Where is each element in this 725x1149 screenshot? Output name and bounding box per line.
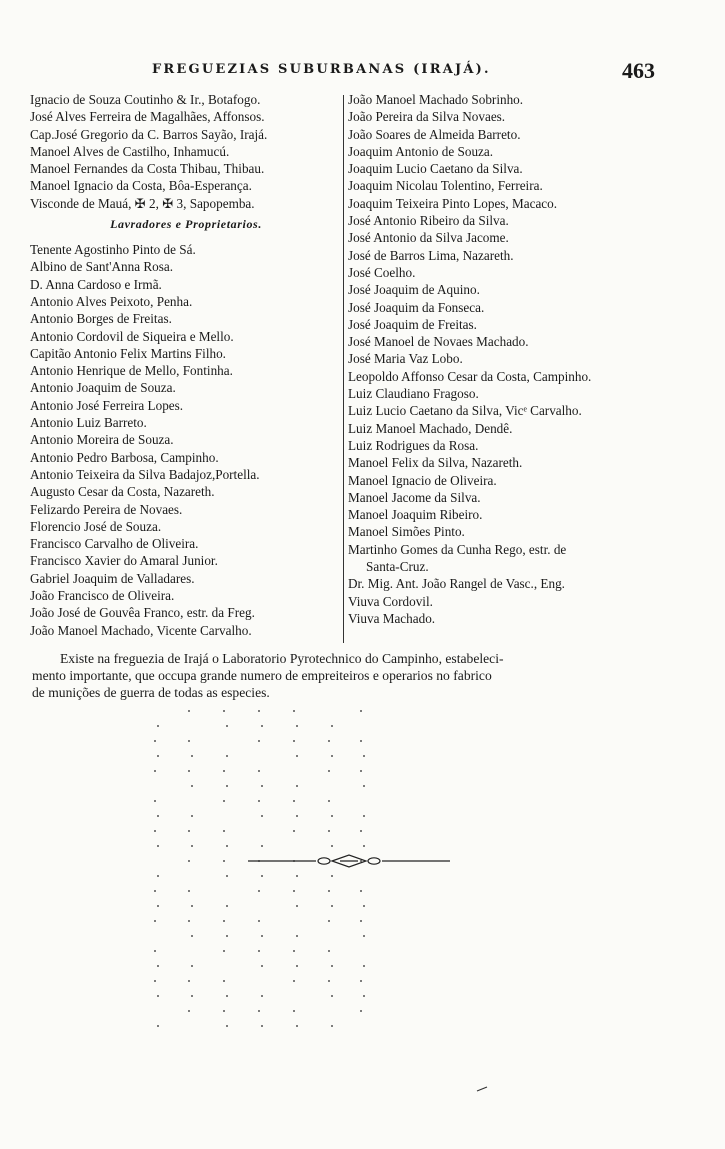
dot	[223, 920, 225, 922]
list-item: Antonio Luiz Barreto.	[30, 415, 147, 431]
list-item: Augusto Cesar da Costa, Nazareth.	[30, 484, 215, 500]
list-item: Antonio Pedro Barbosa, Campinho.	[30, 449, 219, 465]
list-item: Ignacio de Souza Coutinho & Ir., Botafogo.	[30, 92, 261, 107]
dot	[191, 785, 193, 787]
dot	[223, 1010, 225, 1012]
dot	[261, 965, 263, 967]
dot	[157, 845, 159, 847]
dot	[331, 725, 333, 727]
dot	[360, 710, 362, 712]
dot	[293, 890, 295, 892]
dot	[223, 980, 225, 982]
dot	[328, 950, 330, 952]
dot	[261, 725, 263, 727]
dot	[157, 905, 159, 907]
list-item: Manoel Joaquim Ribeiro.	[348, 507, 483, 523]
list-item: Luiz Lucio Caetano da Silva, Vicᵉ Carvalho.	[348, 403, 582, 419]
dot	[363, 935, 365, 937]
dot	[191, 845, 193, 847]
stray-mark	[476, 1086, 488, 1092]
list-item: João José de Gouvêa Franco, estr. da Freg.	[30, 605, 255, 621]
dot	[157, 965, 159, 967]
dot	[261, 815, 263, 817]
dot	[331, 1025, 333, 1027]
dot	[188, 920, 190, 922]
dot	[261, 1025, 263, 1027]
dot	[188, 770, 190, 772]
dot	[296, 755, 298, 757]
list-item: José Maria Vaz Lobo.	[348, 351, 463, 367]
list-item-continuation: Santa-Cruz.	[366, 559, 429, 575]
ornamental-rule	[248, 852, 450, 870]
dot	[360, 1010, 362, 1012]
list-item: Visconde de Mauá, ✠ 2, ✠ 3, Sapopemba.	[30, 195, 255, 211]
column-divider	[343, 95, 344, 643]
dot	[331, 815, 333, 817]
dot	[191, 995, 193, 997]
dot	[226, 875, 228, 877]
dot	[363, 965, 365, 967]
page-header	[0, 58, 725, 82]
list-item: José Joaquim de Freitas.	[348, 316, 477, 332]
list-item: Joaquim Teixeira Pinto Lopes, Macaco.	[348, 195, 558, 211]
dot	[154, 980, 156, 982]
list-item: José Antonio Ribeiro da Silva.	[348, 213, 509, 229]
list-item: Luiz Claudiano Fragoso.	[348, 386, 479, 402]
dot	[293, 800, 295, 802]
dot	[360, 980, 362, 982]
dot	[188, 830, 190, 832]
list-item: José de Barros Lima, Nazareth.	[348, 247, 514, 263]
dot	[157, 755, 159, 757]
dot	[226, 755, 228, 757]
left-column	[30, 91, 342, 639]
dot	[328, 890, 330, 892]
dot	[360, 920, 362, 922]
dot	[191, 935, 193, 937]
list-item: José Alves Ferreira de Magalhães, Affonsos.	[30, 109, 265, 125]
dot	[296, 1025, 298, 1027]
dot	[261, 995, 263, 997]
dot	[363, 995, 365, 997]
right-column	[348, 91, 678, 627]
paragraph-line: Existe na freguezia de Irajá o Laboratorio Pyrotechnico do Campinho, estabeleci-	[60, 651, 504, 666]
list-item: Manoel Simões Pinto.	[348, 524, 465, 540]
dot	[293, 710, 295, 712]
dot	[258, 890, 260, 892]
dot	[188, 1010, 190, 1012]
dot	[157, 995, 159, 997]
dot	[226, 935, 228, 937]
list-item: Manoel Ignacio da Costa, Bôa-Esperança.	[30, 178, 252, 194]
dot	[191, 905, 193, 907]
dot	[157, 725, 159, 727]
list-item: Florencio José de Souza.	[30, 518, 162, 534]
dot	[258, 770, 260, 772]
dot	[154, 770, 156, 772]
dot	[363, 905, 365, 907]
dot	[328, 920, 330, 922]
dot	[296, 725, 298, 727]
dot	[331, 755, 333, 757]
list-item: Luiz Rodrigues da Rosa.	[348, 437, 479, 453]
list-item: João Manoel Machado, Vicente Carvalho.	[30, 622, 252, 638]
dot	[188, 710, 190, 712]
dot	[293, 980, 295, 982]
list-item: Antonio Joaquim de Souza.	[30, 380, 176, 396]
list-item: Gabriel Joaquim de Valladares.	[30, 570, 195, 586]
dot	[223, 860, 225, 862]
dot	[360, 740, 362, 742]
dot	[188, 890, 190, 892]
dot	[226, 845, 228, 847]
dot	[258, 1010, 260, 1012]
dot	[331, 965, 333, 967]
dot	[331, 845, 333, 847]
list-item: José Coelho.	[348, 264, 416, 280]
dot	[363, 755, 365, 757]
paragraph-line: mento importante, que occupa grande numero de empreiteiros e operarios no fabrico	[32, 668, 492, 683]
dot	[360, 890, 362, 892]
list-item: Leopoldo Affonso Cesar da Costa, Campinho.	[348, 368, 592, 384]
dot	[188, 860, 190, 862]
dot	[154, 890, 156, 892]
dot	[328, 770, 330, 772]
dot	[258, 800, 260, 802]
dot	[226, 995, 228, 997]
list-item: Viuva Machado.	[348, 610, 436, 626]
dot	[226, 905, 228, 907]
list-item: Manoel Felix da Silva, Nazareth.	[348, 455, 523, 471]
dot	[226, 725, 228, 727]
list-item: José Joaquim de Aquino.	[348, 282, 480, 298]
list-item: João Pereira da Silva Novaes.	[348, 109, 506, 125]
dot	[296, 815, 298, 817]
dot	[296, 785, 298, 787]
list-item: Antonio Teixeira da Silva Badajoz,Portella.	[30, 466, 260, 482]
dot	[191, 965, 193, 967]
list-item: Manoel Ignacio de Oliveira.	[348, 472, 497, 488]
dot	[154, 740, 156, 742]
dot	[223, 830, 225, 832]
list-item: João Soares de Almeida Barreto.	[348, 126, 521, 142]
list-item: José Joaquim da Fonseca.	[348, 299, 485, 315]
list-item: Martinho Gomes da Cunha Rego, estr. de	[348, 541, 567, 557]
dot	[328, 830, 330, 832]
dot	[223, 770, 225, 772]
dot	[360, 770, 362, 772]
dot	[331, 875, 333, 877]
list-item: Manoel Fernandes da Costa Thibau, Thibau.	[30, 161, 265, 177]
dot	[223, 800, 225, 802]
dot	[331, 995, 333, 997]
dot	[360, 830, 362, 832]
paragraph-line: de munições de guerra de todas as especies.	[32, 685, 270, 700]
closing-paragraph	[32, 650, 677, 701]
rule-right-loop	[368, 858, 380, 864]
list-item: Viuva Cordovil.	[348, 593, 433, 609]
list-item: João Francisco de Oliveira.	[30, 588, 175, 604]
two-column-listing	[30, 91, 670, 646]
dot	[363, 845, 365, 847]
dot	[328, 740, 330, 742]
list-item: Dr. Mig. Ant. João Rangel de Vasc., Eng.	[348, 576, 565, 592]
dot	[258, 740, 260, 742]
dot	[191, 755, 193, 757]
dot	[296, 965, 298, 967]
dot	[261, 935, 263, 937]
list-item: Manoel Alves de Castilho, Inhamucú.	[30, 143, 230, 159]
list-item: Antonio Borges de Freitas.	[30, 311, 172, 327]
dot	[261, 845, 263, 847]
dot	[293, 740, 295, 742]
dot	[154, 800, 156, 802]
page-number: 463	[622, 58, 655, 83]
dot	[363, 785, 365, 787]
dot	[293, 1010, 295, 1012]
dot	[293, 950, 295, 952]
section-heading: Lavradores e Proprietarios.	[110, 217, 262, 232]
list-item: José Antonio da Silva Jacome.	[348, 230, 509, 246]
dot	[258, 950, 260, 952]
dot	[226, 1025, 228, 1027]
list-item: Antonio Alves Peixoto, Penha.	[30, 293, 193, 309]
list-item: Antonio Cordovil de Siqueira e Mello.	[30, 328, 234, 344]
list-item: Antonio José Ferreira Lopes.	[30, 397, 184, 413]
dot	[188, 980, 190, 982]
dot	[226, 785, 228, 787]
rule-left-loop	[318, 858, 330, 864]
dot	[154, 950, 156, 952]
dot	[296, 875, 298, 877]
list-item: Antonio Moreira de Souza.	[30, 432, 174, 448]
dot	[296, 935, 298, 937]
dot	[293, 830, 295, 832]
list-item: D. Anna Cardoso e Irmã.	[30, 276, 162, 292]
list-item: Joaquim Nicolau Tolentino, Ferreira.	[348, 178, 543, 194]
dot	[157, 1025, 159, 1027]
dot	[331, 905, 333, 907]
list-item: Luiz Manoel Machado, Dendê.	[348, 420, 513, 436]
running-head: FREGUEZIAS SUBURBANAS (IRAJÁ).	[152, 62, 491, 77]
dot	[157, 815, 159, 817]
dot	[154, 830, 156, 832]
bleed-through-dots	[148, 710, 368, 1040]
list-item: Manoel Jacome da Silva.	[348, 489, 481, 505]
dot	[188, 740, 190, 742]
list-item: Felizardo Pereira de Novaes.	[30, 501, 183, 517]
dot	[191, 815, 193, 817]
dot	[296, 905, 298, 907]
list-item: Tenente Agostinho Pinto de Sá.	[30, 242, 196, 258]
dot	[258, 920, 260, 922]
dot	[363, 815, 365, 817]
dot	[261, 785, 263, 787]
dot	[157, 875, 159, 877]
list-item: Joaquim Antonio de Souza.	[348, 143, 494, 159]
dot	[223, 710, 225, 712]
dot	[328, 800, 330, 802]
dot	[154, 920, 156, 922]
list-item: José Manoel de Novaes Machado.	[348, 334, 529, 350]
list-item: Francisco Carvalho de Oliveira.	[30, 536, 199, 552]
list-item: João Manoel Machado Sobrinho.	[348, 92, 524, 107]
list-item: Antonio Henrique de Mello, Fontinha.	[30, 363, 233, 379]
list-item: Cap.José Gregorio da C. Barros Sayão, Irajá.	[30, 126, 268, 142]
list-item: Francisco Xavier do Amaral Junior.	[30, 553, 218, 569]
dot	[258, 710, 260, 712]
list-item: Albino de Sant'Anna Rosa.	[30, 259, 174, 275]
dot	[328, 980, 330, 982]
list-item: Capitão Antonio Felix Martins Filho.	[30, 345, 226, 361]
list-item: Joaquim Lucio Caetano da Silva.	[348, 161, 523, 177]
dot	[261, 875, 263, 877]
dot	[223, 950, 225, 952]
